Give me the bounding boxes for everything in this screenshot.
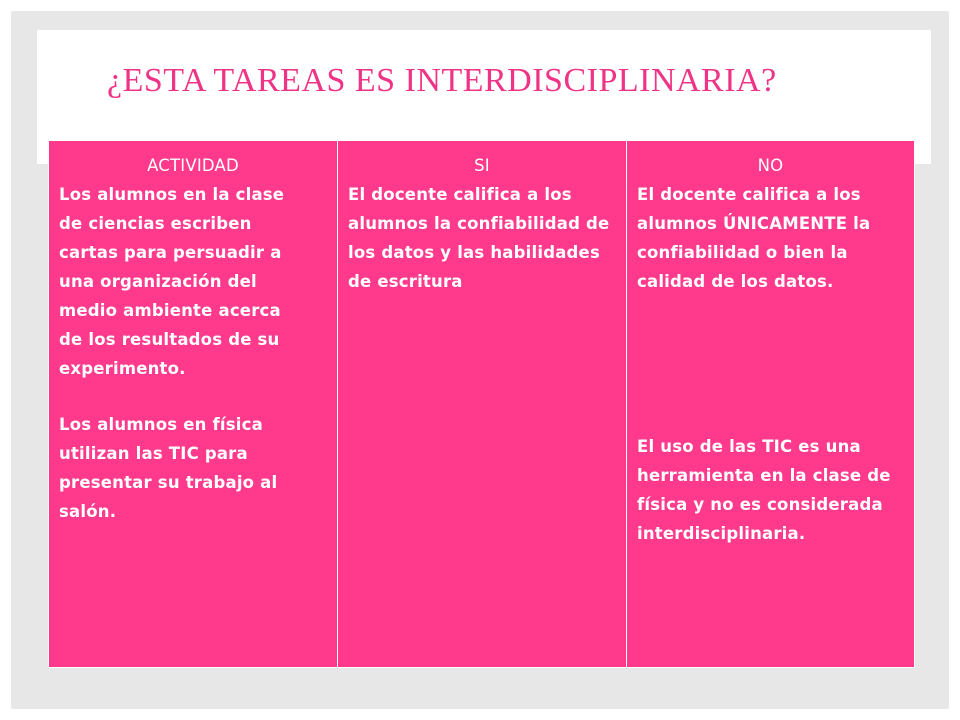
no-text-1: El docente califica a los alumnos ÚNICAMENTE la confiabilidad o bien la calidad de los datos. <box>637 185 871 291</box>
column-si <box>338 141 627 668</box>
no-text-2: El uso de las TIC es una herramienta en la clase de física y no es considerada interdisciplinaria. <box>637 437 891 543</box>
comparison-table <box>48 140 915 668</box>
column-header-si: SI <box>474 156 490 175</box>
slide-title: ¿ESTA TAREAS ES INTERDISCIPLINARIA? <box>107 62 777 99</box>
si-text-1: El docente califica a los alumnos la confiabilidad de los datos y las habilidades de escritura <box>348 185 610 291</box>
column-actividad <box>49 141 338 668</box>
column-header-no: NO <box>757 156 784 175</box>
actividad-text-1: Los alumnos en la clase de ciencias escriben cartas para persuadir a una organización del medio ambiente acerca de los resultados de su experimento. <box>59 185 285 378</box>
column-no <box>627 141 915 668</box>
actividad-text-2: Los alumnos en física utilizan las TIC para presentar su trabajo al salón. <box>59 415 278 521</box>
column-header-actividad: ACTIVIDAD <box>147 156 239 175</box>
